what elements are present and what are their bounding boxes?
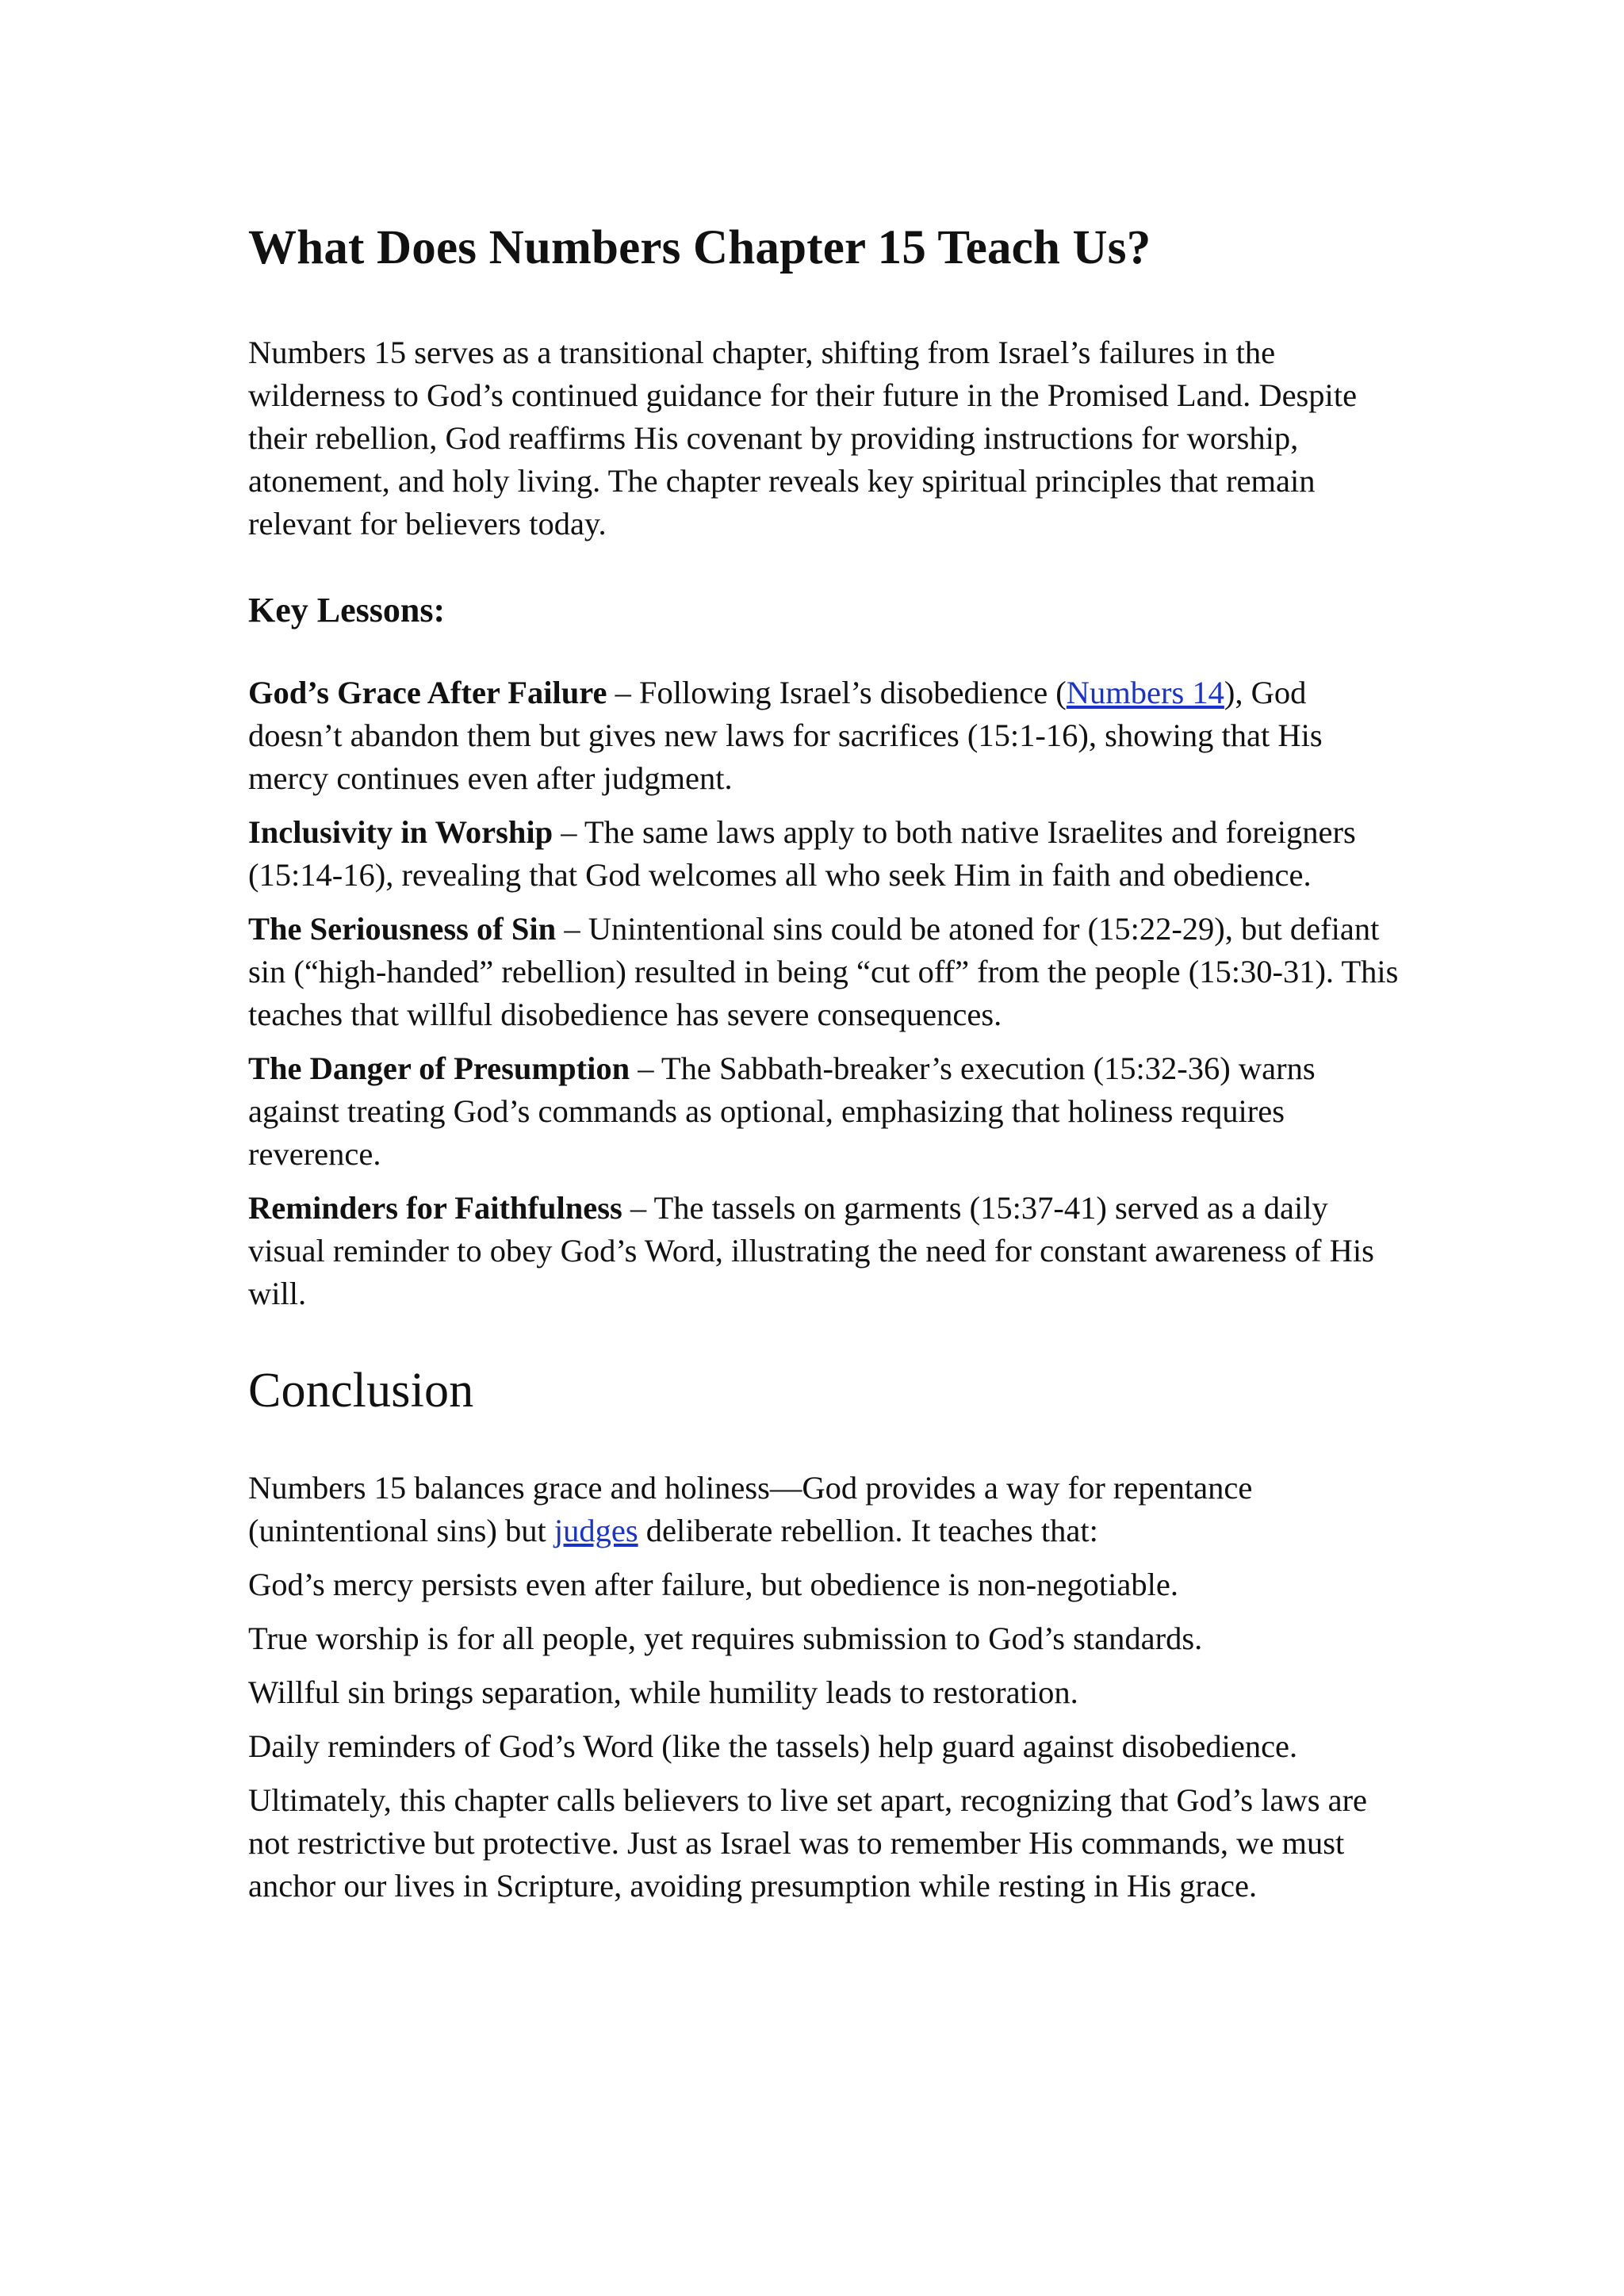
conclusion-heading: Conclusion — [248, 1363, 474, 1418]
conclusion-point: Daily reminders of God’s Word (like the tassels) help guard against disobedience. — [248, 1728, 1298, 1765]
lesson-title: Inclusivity in Worship — [248, 813, 553, 850]
lesson-text: – The same laws apply to both native Israelites and foreigners (15:14-16), revealing that God welcomes all who seek Him in faith and obedience. — [248, 813, 1356, 893]
lesson-text: – The Sabbath-breaker’s execution (15:32-36) warns against treating God’s commands as optional, emphasizing that holiness requires reverence. — [248, 1050, 1316, 1172]
page-title: What Does Numbers Chapter 15 Teach Us? — [248, 221, 1151, 274]
lesson-grace-after-failure — [248, 672, 1406, 800]
conclusion-closing-paragraph: Ultimately, this chapter calls believers to live set apart, recognizing that God’s laws are not restrictive but protective. Just as Israel was to remember His commands, we must anchor our lives in Scripture, avoiding presumption while resting in His grace. — [248, 1782, 1368, 1904]
lesson-reminders-for-faithfulness — [248, 1187, 1406, 1315]
lesson-danger-of-presumption — [248, 1047, 1406, 1176]
lesson-seriousness-of-sin — [248, 908, 1406, 1036]
conclusion-point: Willful sin brings separation, while humility leads to restoration. — [248, 1674, 1078, 1711]
lesson-text: – Following Israel’s disobedience ( — [607, 674, 1067, 710]
conclusion-point: True worship is for all people, yet requires submission to God’s standards. — [248, 1621, 1203, 1657]
judges-link[interactable]: judges — [553, 1513, 638, 1549]
lesson-title: The Danger of Presumption — [248, 1050, 630, 1086]
lesson-title: The Seriousness of Sin — [248, 910, 557, 947]
conclusion-point: God’s mercy persists even after failure, but obedience is non-negotiable. — [248, 1567, 1178, 1603]
lesson-title: God’s Grace After Failure — [248, 674, 607, 710]
lesson-inclusivity-in-worship — [248, 811, 1406, 897]
document-page — [248, 220, 1406, 1908]
numbers-14-link[interactable]: Numbers 14 — [1066, 674, 1224, 710]
key-lessons-heading: Key Lessons: — [248, 591, 446, 630]
conclusion-intro — [248, 1467, 1406, 1552]
lesson-text: – Unintentional sins could be atoned for (15:22-29), but defiant sin (“high-handed” rebellion) resulted in being “cut off” from the people (15:30-31). This teaches that willful disobedience has severe consequences. — [248, 910, 1399, 1032]
conclusion-intro-text: deliberate rebellion. It teaches that: — [638, 1513, 1098, 1549]
lesson-text: – The tassels on garments (15:37-41) served as a daily visual reminder to obey God’s Word, illustrating the need for constant awareness of His will. — [248, 1189, 1374, 1311]
lesson-text: ), God doesn’t abandon them but gives new laws for sacrifices (15:1-16), showing that His mercy continues even after judgment. — [248, 674, 1323, 796]
intro-paragraph: Numbers 15 serves as a transitional chapter, shifting from Israel’s failures in the wilderness to God’s continued guidance for their future in the Promised Land. Despite their rebellion, God reaffirms His covenant by providing instructions for worship, atonement, and holy living. The chapter reveals key spiritual principles that remain relevant for believers today. — [248, 335, 1358, 542]
conclusion-intro-text: Numbers 15 balances grace and holiness—God provides a way for repentance (unintentional sins) but — [248, 1470, 1253, 1549]
lesson-title: Reminders for Faithfulness — [248, 1189, 622, 1226]
